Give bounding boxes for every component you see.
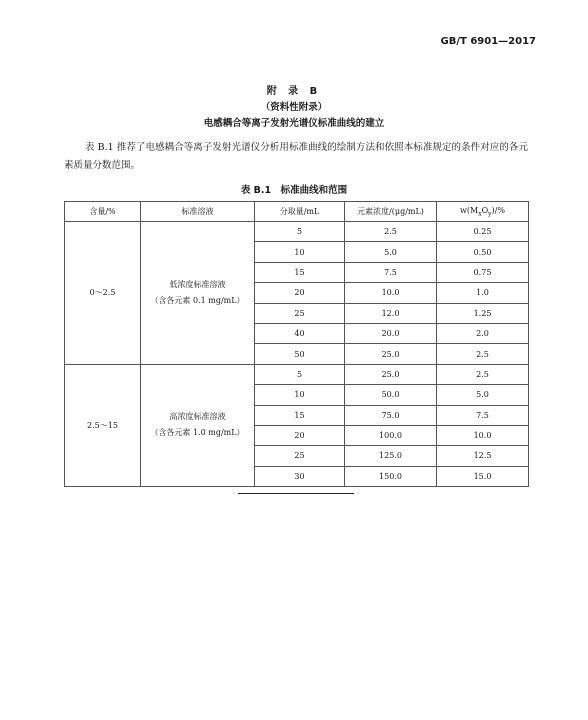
mass-fraction-cell: 2.0: [437, 323, 529, 343]
concentration-cell: 7.5: [345, 262, 437, 282]
concentration-cell: 12.0: [345, 303, 437, 323]
volume-cell: 20: [255, 425, 345, 445]
volume-cell: 15: [255, 262, 345, 282]
mass-fraction-cell: 0.50: [437, 242, 529, 262]
end-line: [238, 493, 354, 494]
mass-fraction-cell: 2.5: [437, 344, 529, 364]
concentration-cell: 5.0: [345, 242, 437, 262]
concentration-cell: 2.5: [345, 222, 437, 242]
mass-fraction-cell: 5.0: [437, 385, 529, 405]
annex-heading: 电感耦合等离子发射光谱仪标准曲线的建立: [203, 118, 385, 129]
mass-fraction-cell: 2.5: [437, 364, 529, 384]
table-header-row: [65, 202, 529, 222]
mass-fraction-cell: 7.5: [437, 405, 529, 425]
header-volume: 分取量/mL: [255, 202, 345, 222]
header-content: 含量/%: [65, 202, 141, 222]
table-row: [65, 364, 529, 384]
header-w-prefix: w(M: [460, 205, 479, 215]
concentration-cell: 25.0: [345, 344, 437, 364]
volume-cell: 50: [255, 344, 345, 364]
mass-fraction-cell: 1.25: [437, 303, 529, 323]
volume-cell: 25: [255, 446, 345, 466]
annex-subtitle: （资料性附录）: [260, 102, 328, 113]
volume-cell: 5: [255, 222, 345, 242]
concentration-cell: 20.0: [345, 323, 437, 343]
header-w-sub2: y: [488, 210, 492, 218]
header-mass-fraction: [437, 202, 529, 222]
concentration-cell: 125.0: [345, 446, 437, 466]
concentration-cell: 100.0: [345, 425, 437, 445]
volume-cell: 10: [255, 385, 345, 405]
concentration-cell: 150.0: [345, 466, 437, 486]
solution-cell: [141, 364, 255, 486]
header-w-mid: O: [481, 205, 489, 215]
volume-cell: 15: [255, 405, 345, 425]
concentration-cell: 50.0: [345, 385, 437, 405]
content-range-cell: 2.5～15: [65, 364, 141, 486]
mass-fraction-cell: 1.0: [437, 283, 529, 303]
solution-cell: [141, 222, 255, 365]
standard-curve-table: [64, 201, 529, 487]
mass-fraction-cell: 0.25: [437, 222, 529, 242]
intro-paragraph: 表 B.1 推荐了电感耦合等离子发射光谱仪分析用标准曲线的绘制方法和依照本标准规定的条件对应的各元素质量分数范围。: [64, 142, 528, 171]
solution-name: 高浓度标准溶液: [169, 412, 226, 422]
concentration-cell: 10.0: [345, 283, 437, 303]
mass-fraction-cell: 0.75: [437, 262, 529, 282]
table-body: [65, 222, 529, 487]
standard-number: GB/T 6901—2017: [440, 36, 536, 47]
header-w-suffix: )/%: [491, 205, 505, 215]
concentration-cell: 75.0: [345, 405, 437, 425]
solution-note: （含各元素 0.1 mg/mL）: [150, 295, 245, 305]
volume-cell: 40: [255, 323, 345, 343]
table-row: [65, 222, 529, 242]
volume-cell: 20: [255, 283, 345, 303]
volume-cell: 5: [255, 364, 345, 384]
solution-name: 低浓度标准溶液: [169, 279, 226, 289]
header-w-sub1: x: [478, 210, 482, 218]
header-solution: 标准溶液: [141, 202, 255, 222]
mass-fraction-cell: 10.0: [437, 425, 529, 445]
table-caption: 表 B.1 标准曲线和范围: [240, 185, 348, 196]
volume-cell: 25: [255, 303, 345, 323]
volume-cell: 30: [255, 466, 345, 486]
solution-note: （含各元素 1.0 mg/mL）: [150, 428, 245, 438]
header-concentration: 元素浓度/(μg/mL): [345, 202, 437, 222]
mass-fraction-cell: 15.0: [437, 466, 529, 486]
content-range-cell: 0～2.5: [65, 222, 141, 365]
volume-cell: 10: [255, 242, 345, 262]
concentration-cell: 25.0: [345, 364, 437, 384]
annex-title: 附 录 B: [266, 86, 322, 97]
mass-fraction-cell: 12.5: [437, 446, 529, 466]
